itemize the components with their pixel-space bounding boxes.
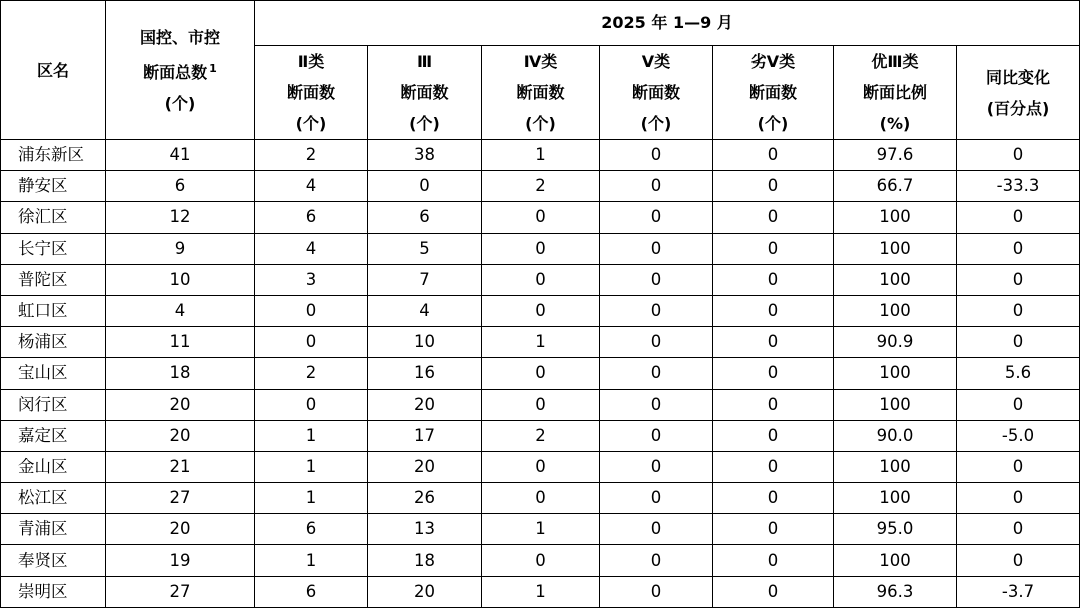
grade-v-cell: 0	[600, 514, 713, 545]
district-cell: 金山区	[1, 451, 106, 482]
grade-iv-header: Ⅳ类 断面数 (个)	[482, 46, 600, 140]
yoy-change-cell: 0	[957, 233, 1080, 264]
grade-iv-cell: 2	[482, 171, 600, 202]
worse-than-v-cell: 0	[713, 420, 834, 451]
district-cell: 奉贤区	[1, 545, 106, 576]
grade-iv-cell: 1	[482, 514, 600, 545]
grade-iv-cell: 0	[482, 233, 600, 264]
district-cell: 青浦区	[1, 514, 106, 545]
total-cell: 21	[106, 451, 255, 482]
grade-iii-cell: 26	[368, 483, 482, 514]
grade-iv-cell: 1	[482, 576, 600, 607]
footnote-marker: 1	[209, 61, 217, 75]
grade-ii-cell: 2	[255, 140, 368, 171]
yoy-change-cell: 0	[957, 327, 1080, 358]
grade-v-cell: 0	[600, 171, 713, 202]
district-cell: 静安区	[1, 171, 106, 202]
good-ratio-header: 优Ⅲ类 断面比例 (%)	[834, 46, 957, 140]
grade-v-cell: 0	[600, 483, 713, 514]
grade-v-cell: 0	[600, 576, 713, 607]
district-cell: 松江区	[1, 483, 106, 514]
grade-ii-cell: 1	[255, 545, 368, 576]
district-cell: 崇明区	[1, 576, 106, 607]
grade-iii-cell: 4	[368, 295, 482, 326]
period-header: 2025 年 1—9 月	[255, 1, 1080, 46]
good-ratio-cell: 96.3	[834, 576, 957, 607]
grade-v-cell: 0	[600, 451, 713, 482]
grade-iv-cell: 0	[482, 483, 600, 514]
worse-than-v-cell: 0	[713, 483, 834, 514]
grade-iv-cell: 1	[482, 327, 600, 358]
grade-ii-cell: 0	[255, 295, 368, 326]
grade-ii-cell: 6	[255, 514, 368, 545]
yoy-change-cell: 0	[957, 483, 1080, 514]
grade-iii-cell: 20	[368, 576, 482, 607]
grade-iii-cell: 38	[368, 140, 482, 171]
yoy-change-cell: 0	[957, 140, 1080, 171]
grade-ii-cell: 1	[255, 420, 368, 451]
table-row	[1, 202, 1080, 233]
district-cell: 虹口区	[1, 295, 106, 326]
grade-v-cell: 0	[600, 389, 713, 420]
grade-ii-cell: 3	[255, 264, 368, 295]
yoy-change-cell: 0	[957, 514, 1080, 545]
total-cell: 11	[106, 327, 255, 358]
grade-v-cell: 0	[600, 358, 713, 389]
total-cell: 10	[106, 264, 255, 295]
good-ratio-cell: 95.0	[834, 514, 957, 545]
table-row	[1, 171, 1080, 202]
grade-iii-header: Ⅲ 断面数 (个)	[368, 46, 482, 140]
good-ratio-cell: 100	[834, 545, 957, 576]
good-ratio-cell: 97.6	[834, 140, 957, 171]
grade-iii-cell: 0	[368, 171, 482, 202]
table-row	[1, 295, 1080, 326]
grade-ii-cell: 4	[255, 233, 368, 264]
yoy-change-cell: -33.3	[957, 171, 1080, 202]
total-cell: 20	[106, 420, 255, 451]
grade-iv-cell: 2	[482, 420, 600, 451]
total-cell: 27	[106, 483, 255, 514]
worse-than-v-cell: 0	[713, 327, 834, 358]
table-row	[1, 576, 1080, 607]
table-row	[1, 483, 1080, 514]
grade-ii-header: Ⅱ类 断面数 (个)	[255, 46, 368, 140]
grade-iv-cell: 0	[482, 295, 600, 326]
grade-ii-cell: 1	[255, 483, 368, 514]
total-cell: 6	[106, 171, 255, 202]
yoy-change-cell: 0	[957, 545, 1080, 576]
good-ratio-cell: 100	[834, 389, 957, 420]
grade-ii-cell: 0	[255, 389, 368, 420]
grade-iii-cell: 16	[368, 358, 482, 389]
total-cell: 18	[106, 358, 255, 389]
grade-v-cell: 0	[600, 233, 713, 264]
grade-iii-cell: 7	[368, 264, 482, 295]
grade-ii-cell: 6	[255, 202, 368, 233]
grade-v-cell: 0	[600, 420, 713, 451]
grade-v-cell: 0	[600, 140, 713, 171]
table-row	[1, 514, 1080, 545]
table-row	[1, 389, 1080, 420]
good-ratio-cell: 100	[834, 483, 957, 514]
grade-ii-cell: 4	[255, 171, 368, 202]
grade-iii-cell: 20	[368, 451, 482, 482]
grade-v-cell: 0	[600, 545, 713, 576]
worse-than-v-cell: 0	[713, 295, 834, 326]
grade-ii-cell: 6	[255, 576, 368, 607]
district-cell: 杨浦区	[1, 327, 106, 358]
grade-ii-cell: 2	[255, 358, 368, 389]
table-row	[1, 327, 1080, 358]
worse-than-v-cell: 0	[713, 358, 834, 389]
good-ratio-cell: 100	[834, 451, 957, 482]
total-cell: 4	[106, 295, 255, 326]
worse-than-v-cell: 0	[713, 389, 834, 420]
total-cell: 20	[106, 514, 255, 545]
worse-than-v-cell: 0	[713, 514, 834, 545]
grade-iv-cell: 0	[482, 202, 600, 233]
worse-than-v-cell: 0	[713, 264, 834, 295]
worse-than-v-cell: 0	[713, 576, 834, 607]
grade-iii-cell: 13	[368, 514, 482, 545]
district-cell: 长宁区	[1, 233, 106, 264]
table-body	[1, 140, 1080, 608]
grade-iii-cell: 10	[368, 327, 482, 358]
grade-iv-cell: 0	[482, 389, 600, 420]
total-cell: 12	[106, 202, 255, 233]
grade-iv-cell: 1	[482, 140, 600, 171]
table-row	[1, 233, 1080, 264]
district-header: 区名	[1, 1, 106, 140]
good-ratio-cell: 100	[834, 295, 957, 326]
total-cell: 9	[106, 233, 255, 264]
good-ratio-cell: 90.9	[834, 327, 957, 358]
grade-iv-cell: 0	[482, 358, 600, 389]
yoy-change-cell: 0	[957, 202, 1080, 233]
grade-iv-cell: 0	[482, 264, 600, 295]
yoy-change-cell: 0	[957, 295, 1080, 326]
good-ratio-cell: 100	[834, 202, 957, 233]
yoy-change-cell: 5.6	[957, 358, 1080, 389]
good-ratio-cell: 100	[834, 358, 957, 389]
worse-than-v-cell: 0	[713, 202, 834, 233]
grade-iii-cell: 5	[368, 233, 482, 264]
worse-than-v-cell: 0	[713, 171, 834, 202]
worse-than-v-header: 劣Ⅴ类 断面数 (个)	[713, 46, 834, 140]
yoy-change-cell: -5.0	[957, 420, 1080, 451]
table-row	[1, 545, 1080, 576]
yoy-change-cell: 0	[957, 389, 1080, 420]
grade-v-header: Ⅴ类 断面数 (个)	[600, 46, 713, 140]
table-row	[1, 358, 1080, 389]
yoy-change-header: 同比变化 (百分点)	[957, 46, 1080, 140]
grade-v-cell: 0	[600, 202, 713, 233]
total-sections-header: 国控、市控 断面总数 $^1$ (个)	[106, 1, 255, 140]
good-ratio-cell: 90.0	[834, 420, 957, 451]
grade-iv-cell: 0	[482, 545, 600, 576]
worse-than-v-cell: 0	[713, 545, 834, 576]
grade-iii-cell: 17	[368, 420, 482, 451]
yoy-change-cell: 0	[957, 264, 1080, 295]
total-cell: 20	[106, 389, 255, 420]
total-cell: 41	[106, 140, 255, 171]
worse-than-v-cell: 0	[713, 451, 834, 482]
district-cell: 嘉定区	[1, 420, 106, 451]
grade-iii-cell: 20	[368, 389, 482, 420]
grade-v-cell: 0	[600, 327, 713, 358]
district-cell: 浦东新区	[1, 140, 106, 171]
total-cell: 19	[106, 545, 255, 576]
worse-than-v-cell: 0	[713, 140, 834, 171]
grade-ii-cell: 0	[255, 327, 368, 358]
district-cell: 普陀区	[1, 264, 106, 295]
table-row	[1, 451, 1080, 482]
table-row	[1, 264, 1080, 295]
total-cell: 27	[106, 576, 255, 607]
grade-iii-cell: 18	[368, 545, 482, 576]
table-row	[1, 140, 1080, 171]
district-cell: 闵行区	[1, 389, 106, 420]
good-ratio-cell: 100	[834, 264, 957, 295]
grade-v-cell: 0	[600, 295, 713, 326]
good-ratio-cell: 100	[834, 233, 957, 264]
grade-ii-cell: 1	[255, 451, 368, 482]
district-cell: 徐汇区	[1, 202, 106, 233]
good-ratio-cell: 66.7	[834, 171, 957, 202]
district-cell: 宝山区	[1, 358, 106, 389]
worse-than-v-cell: 0	[713, 233, 834, 264]
yoy-change-cell: -3.7	[957, 576, 1080, 607]
yoy-change-cell: 0	[957, 451, 1080, 482]
table-row	[1, 420, 1080, 451]
grade-iii-cell: 6	[368, 202, 482, 233]
grade-iv-cell: 0	[482, 451, 600, 482]
grade-v-cell: 0	[600, 264, 713, 295]
